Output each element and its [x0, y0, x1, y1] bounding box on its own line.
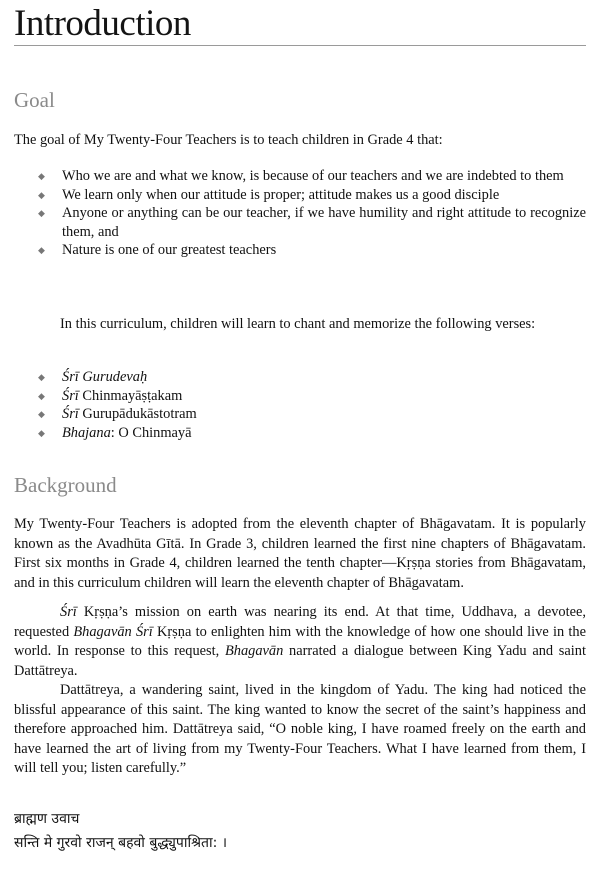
page-title: Introduction — [14, 3, 191, 44]
goal-heading: Goal — [14, 88, 55, 112]
title-rule — [14, 45, 586, 46]
list-item: ◆ Who we are and what we know, is because of our teachers and we are indebted to them — [38, 168, 564, 184]
bullet-diamond-icon: ◆ — [38, 372, 45, 382]
bullet-diamond-icon: ◆ — [38, 427, 45, 438]
bullet-diamond-icon: ◆ — [38, 390, 45, 401]
goal-intro: The goal of My Twenty-Four Teachers is to teach children in Grade 4 that: — [14, 132, 443, 148]
list-item: ◆ Anyone or anything can be our teacher, if we have humility and right attitude to recognize them, and — [38, 205, 586, 240]
verses-intro: In this curriculum, children will learn to chant and memorize the following verses: — [60, 316, 536, 332]
background-paragraph-3: Dattātreya, a wandering saint, lived in the kingdom of Yadu. The king had noticed the blissful appearance of this saint. The king wanted to know the secret of the saint’s happiness and therefore approached him. Dattātreya said, “O noble king, I have roamed freely on the earth and have learned the art of living from my Twenty-Four Teachers. What I have learned from them, I will tell you; listen carefully.” — [14, 682, 586, 776]
list-item: ◆ Śrī Gurudevaḥ — [38, 369, 148, 385]
background-heading: Background — [14, 473, 117, 497]
list-item: ◆ Śrī Chinmayāṣṭakam — [38, 387, 183, 404]
bullet-diamond-icon: ◆ — [38, 409, 45, 419]
list-item: ◆ Bhajana: O Chinmayā — [38, 424, 192, 441]
sanskrit-line-2: सन्ति मे गुरवो राजन् बहवो बुद्ध्युपाश्रिता: । — [14, 835, 228, 851]
background-paragraph-1: My Twenty-Four Teachers is adopted from the eleventh chapter of Bhāgavatam. It is popularly known as the Avadhūta Gītā. In Grade 3, children learned the first nine chapters of Bhāgavatam. First six months in Grade 4, children learned the tenth chapter—Kṛṣṇa stories from Bhāgavatam, and in this curriculum children will learn the eleventh chapter of Bhāgavatam. — [14, 516, 586, 591]
bullet-diamond-icon: ◆ — [38, 245, 45, 255]
background-paragraph-2: Śrī Kṛṣṇa’s mission on earth was nearing its end. At that time, Uddhava, a devotee, requested Bhagavān Śrī Kṛṣṇa to enlighten him with the knowledge of how one should live in the world. In response to this request, Bhagavān narrated a dialogue between King Yadu and saint Dattātreya. — [14, 604, 586, 679]
list-item: ◆ Nature is one of our greatest teachers — [38, 242, 277, 258]
goal-list — [14, 167, 586, 260]
bullet-diamond-icon: ◆ — [38, 171, 45, 181]
bullet-diamond-icon: ◆ — [38, 189, 45, 200]
list-item: ◆ Śrī Gurupādukāstotram — [38, 406, 197, 422]
sanskrit-line-1: ब्राह्मण उवाच — [14, 811, 80, 827]
list-item: ◆ We learn only when our attitude is proper; attitude makes us a good disciple — [38, 186, 500, 203]
bullet-diamond-icon: ◆ — [38, 208, 45, 218]
verses-list — [14, 368, 586, 442]
